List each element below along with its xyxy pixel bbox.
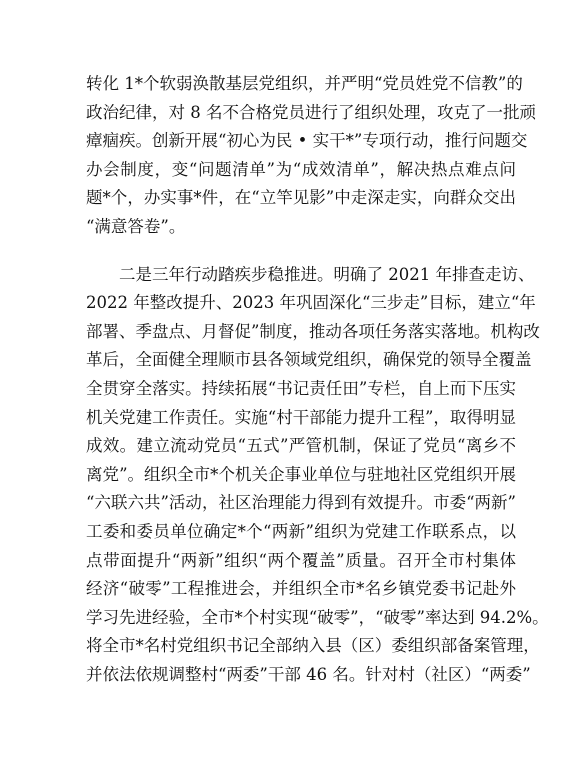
paragraph-line: 全贯穿全落实。持续拓展“书记责任田”专栏，自上而下压实 xyxy=(86,378,516,398)
paragraph-line: 瘴痼疾。创新开展“初心为民 • 实干*”专项行动，推行问题交 xyxy=(86,131,528,151)
paragraph-line: 部署、季盘点、月督促”制度，推动各项任务落实落地。机构改 xyxy=(86,321,540,341)
paragraph-line: 题*个，办实事*件，在“立竿见影”中走深走实，向群众交出 xyxy=(86,188,516,208)
paragraph-line: 2022 年整改提升、2023 年巩固深化“三步走”目标，建立“年 xyxy=(86,293,536,313)
paragraph-line: 离党”。组织全市*个机关企事业单位与驻地社区党组织开展 xyxy=(86,464,516,484)
paragraph-1 xyxy=(86,70,536,242)
paragraph-line: 经济“破零”工程推进会，并组织全市*名乡镇党委书记赴外 xyxy=(86,579,516,599)
document-body xyxy=(86,70,549,689)
paragraph-line: 点带面提升“两新”组织“两个覆盖”质量。召开全市村集体 xyxy=(86,550,516,570)
paragraph-line: 将全市*名村党组织书记全部纳入县（区）委组织部备案管理， xyxy=(86,636,540,656)
paragraph-line: 办会制度，变“问题清单”为“成效清单”，解决热点难点问 xyxy=(86,159,516,179)
paragraph-line: 机关党建工作责任。实施“村干部能力提升工程”，取得明显 xyxy=(86,407,516,427)
paragraph-2 xyxy=(86,261,549,690)
paragraph-line: 学习先进经验，全市*个村实现“破零”，“破零”率达到 94.2%。 xyxy=(86,607,549,627)
paragraph-spacer xyxy=(86,242,516,261)
paragraph-line: 革后，全面健全理顺市县各领域党组织，确保党的领导全覆盖 xyxy=(86,350,532,370)
paragraph-line: 政治纪律，对 8 名不合格党员进行了组织处理，攻克了一批顽 xyxy=(86,102,536,122)
paragraph-line: 成效。建立流动党员“五式”严管机制，保证了党员“离乡不 xyxy=(86,436,516,456)
paragraph-line: 工委和委员单位确定*个“两新”组织为党建工作联系点，以 xyxy=(86,521,516,541)
paragraph-line: “满意答卷”。 xyxy=(86,216,186,236)
paragraph-line: 转化 1*个软弱涣散基层党组织，并严明“党员姓党不信教”的 xyxy=(86,74,523,93)
paragraph-line: 二是三年行动踏疾步稳推进。明确了 2021 年排查走访、 xyxy=(119,264,535,284)
paragraph-line: 并依法依规调整村“两委”干部 46 名。针对村（社区）“两委” xyxy=(86,664,531,684)
paragraph-line: “六联六共”活动，社区治理能力得到有效提升。市委“两新” xyxy=(86,493,516,513)
